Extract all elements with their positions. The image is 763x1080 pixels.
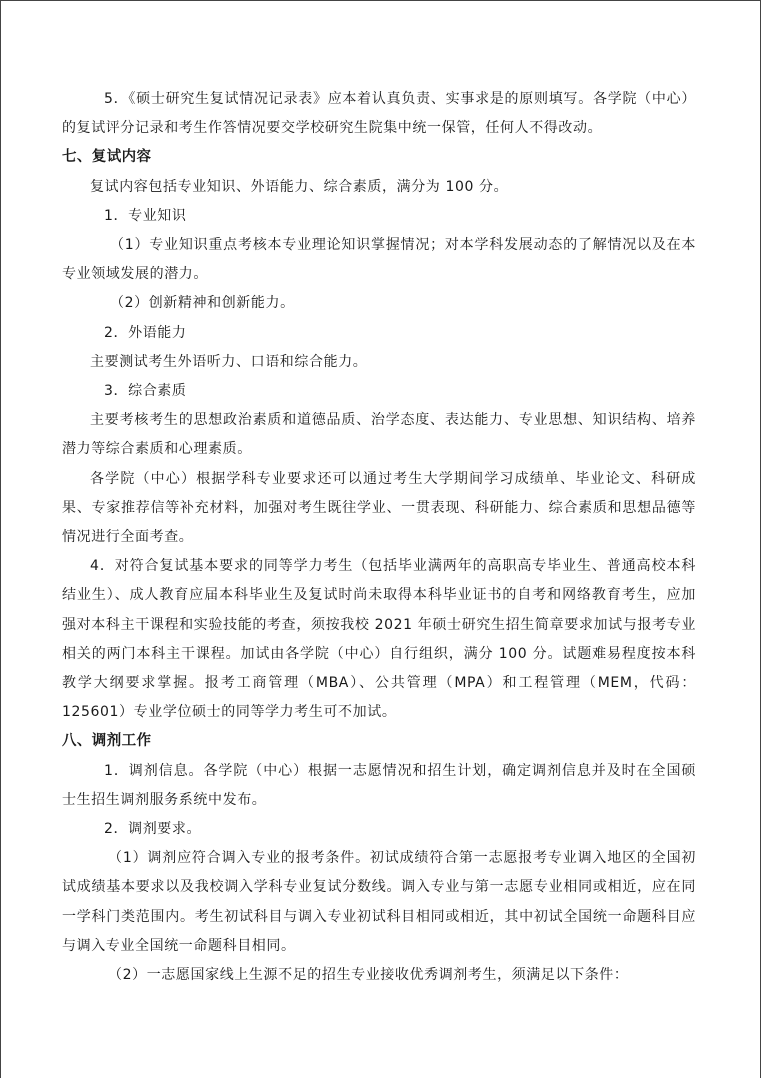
- document-body: [62, 85, 696, 990]
- paragraph-adjustment-requirement-2: （2）一志愿国家线上生源不足的招生专业接收优秀调剂考生，须满足以下条件：: [108, 967, 629, 984]
- paragraph-equivalent-qualification: 4．对符合复试基本要求的同等学力考生（包括毕业满两年的高职高专毕业生、普通高校本科结业生）、成人教育应届本科毕业生及复试时尚未取得本科毕业证书的自考和网络教育考生，应加强对本科主干课程和实验技能的考查，须按我校 2021 年硕士研究生招生简章要求加试与报考专业相关的两门本科主干课程。加试由各学院（中心）自行组织，满分 100 分。试题难易程度按本科教学大纲要求掌握。报考工商管理（MBA）、公共管理（MPA）和工程管理（MEM，代码：125601）专业学位硕士的同等学力考生可不加试。: [62, 558, 696, 721]
- subheading-adjustment-requirements: 2．调剂要求。: [104, 821, 202, 838]
- section-heading-retest-content: 七、复试内容: [62, 149, 152, 166]
- subheading-foreign-language: 2．外语能力: [104, 324, 187, 341]
- section-heading-adjustment: 八、调剂工作: [62, 733, 152, 750]
- paragraph-record-form: 5．《硕士研究生复试情况记录表》应本着认真负责、实事求是的原则填写。各学院（中心）的复试评分记录和考生作答情况要交学校研究生院集中统一保管，任何人不得改动。: [62, 91, 696, 137]
- paragraph-professional-knowledge-2: （2）创新精神和创新能力。: [110, 295, 295, 312]
- paragraph-retest-content-summary: 复试内容包括专业知识、外语能力、综合素质，满分为 100 分。: [90, 178, 509, 195]
- paragraph-foreign-language: 主要测试考生外语听力、口语和综合能力。: [90, 353, 368, 370]
- paragraph-comprehensive-quality: 主要考核考生的思想政治素质和道德品质、治学态度、表达能力、专业思想、知识结构、培养潜力等综合素质和心理素质。: [62, 412, 696, 458]
- subheading-professional-knowledge: 1．专业知识: [104, 207, 187, 224]
- subheading-comprehensive-quality: 3．综合素质: [104, 383, 187, 400]
- paragraph-adjustment-info: 1．调剂信息。各学院（中心）根据一志愿情况和招生计划，确定调剂信息并及时在全国硕士生招生调剂服务系统中发布。: [62, 762, 696, 808]
- paragraph-supplementary-materials: 各学院（中心）根据学科专业要求还可以通过考生大学期间学习成绩单、毕业论文、科研成果、专家推荐信等补充材料，加强对考生既往学业、一贯表现、科研能力、综合素质和思想品德等情况进行全面考查。: [62, 470, 696, 546]
- paragraph-adjustment-requirement-1: （1）调剂应符合调入专业的报考条件。初试成绩符合第一志愿报考专业调入地区的全国初试成绩基本要求以及我校调入学科专业复试分数线。调入专业与第一志愿专业相同或相近，应在同一学科门类范围内。考生初试科目与调入专业初试科目相同或相近，其中初试全国统一命题科目应与调入专业全国统一命题科目相同。: [62, 850, 696, 954]
- paragraph-professional-knowledge-1: （1）专业知识重点考核本专业理论知识掌握情况；对本学科发展动态的了解情况以及在本专业领域发展的潜力。: [62, 237, 696, 283]
